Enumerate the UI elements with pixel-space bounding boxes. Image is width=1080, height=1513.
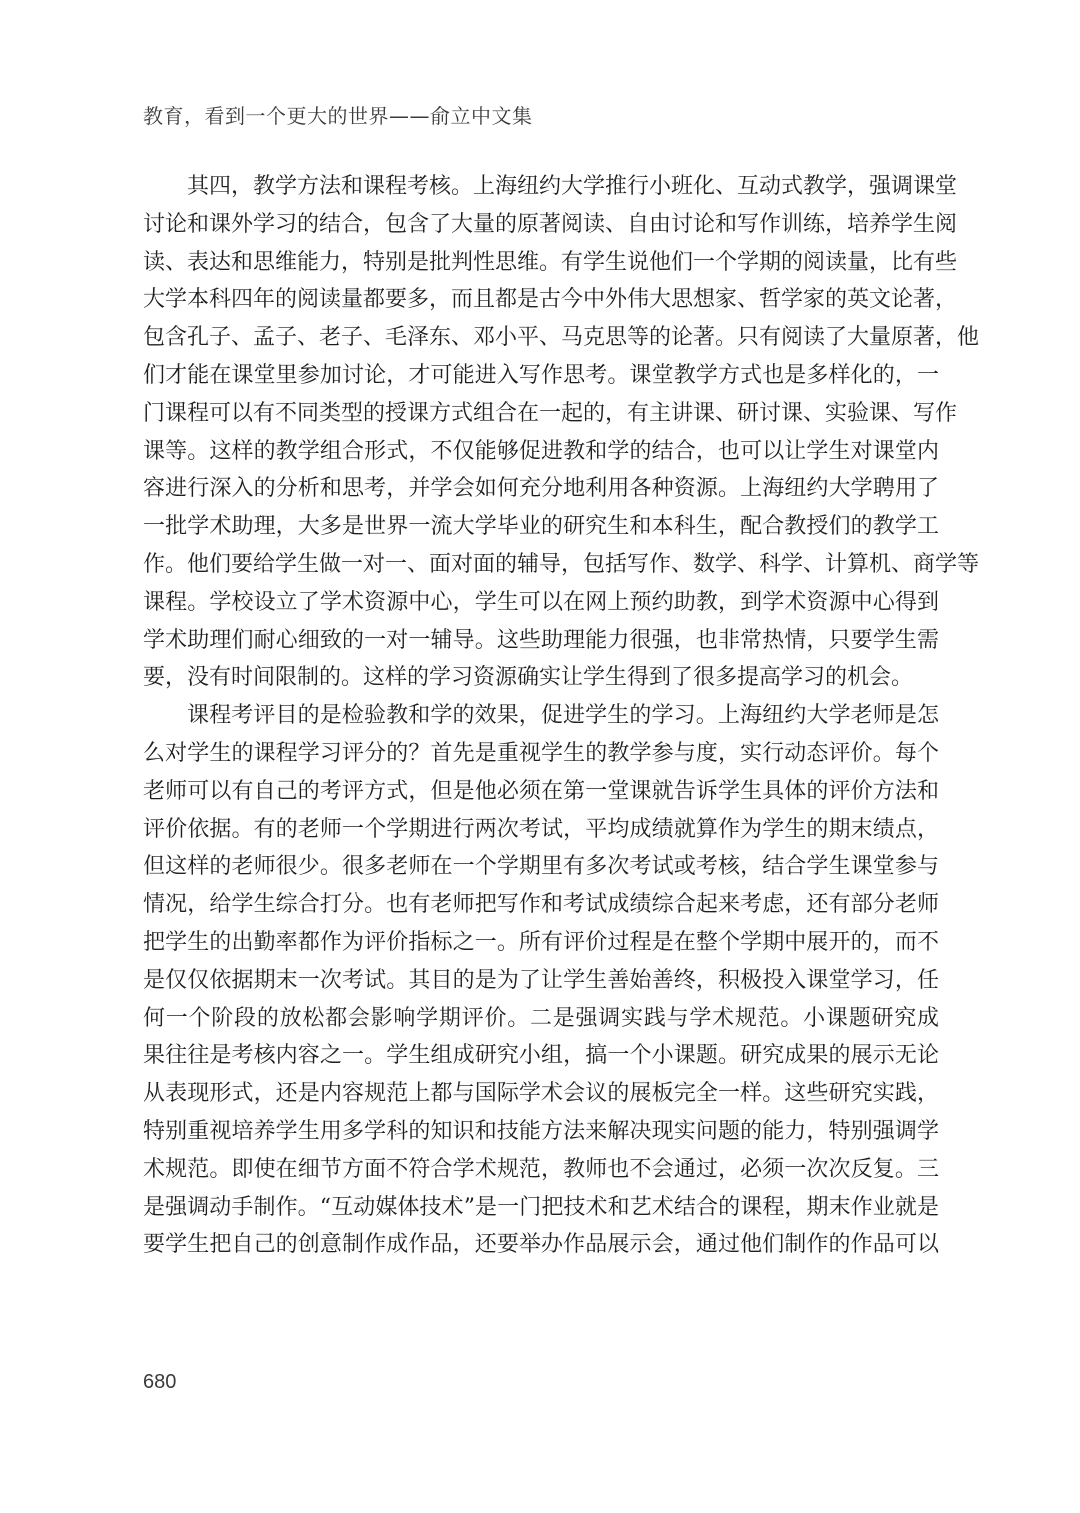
- running-header: 教育，看到一个更大的世界——俞立中文集: [143, 104, 533, 128]
- text-line: 是强调动手制作。“互动媒体技术”是一门把技术和艺术结合的课程，期末作业就是: [143, 1194, 939, 1220]
- text-line: 其四，教学方法和课程考核。上海纽约大学推行小班化、互动式教学，强调课堂: [187, 174, 958, 199]
- text-line: 容进行深入的分析和思考，并学会如何充分地利用各种资源。上海纽约大学聘用了: [143, 476, 939, 502]
- text-line: 包含孔子、孟子、老子、毛泽东、邓小平、马克思等的论著。只有阅读了大量原著，他: [143, 325, 980, 351]
- text-line: 课程。学校设立了学术资源中心，学生可以在网上预约助教，到学术资源中心得到: [143, 589, 939, 615]
- text-line: 老师可以有自己的考评方式，但是他必须在第一堂课就告诉学生具体的评价方法和: [143, 778, 939, 804]
- text-line: 果往往是考核内容之一。学生组成研究小组，搞一个小课题。研究成果的展示无论: [143, 1043, 939, 1069]
- text-line: 评价依据。有的老师一个学期进行两次考试，平均成绩就算作为学生的期末绩点，: [143, 816, 939, 842]
- text-line: 要，没有时间限制的。这样的学习资源确实让学生得到了很多提高学习的机会。: [143, 665, 914, 691]
- text-line: 情况，给学生综合打分。也有老师把写作和考试成绩综合起来考虑，还有部分老师: [143, 892, 939, 918]
- text-line: 作。他们要给学生做一对一、面对面的辅导，包括写作、数学、科学、计算机、商学等: [143, 551, 980, 577]
- text-line: 么对学生的课程学习评分的？首先是重视学生的教学参与度，实行动态评价。每个: [143, 740, 939, 766]
- text-line: 门课程可以有不同类型的授课方式组合在一起的，有主讲课、研讨课、实验课、写作: [143, 400, 958, 426]
- text-line: 从表现形式，还是内容规范上都与国际学术会议的展板完全一样。这些研究实践，: [143, 1081, 939, 1107]
- text-line: 讨论和课外学习的结合，包含了大量的原著阅读、自由讨论和写作训练，培养学生阅: [143, 211, 958, 237]
- text-line: 们才能在课堂里参加讨论，才可能进入写作思考。课堂教学方式也是多样化的，一: [143, 362, 939, 388]
- text-line: 术规范。即使在细节方面不符合学术规范，教师也不会通过，必须一次次反复。三: [143, 1156, 939, 1182]
- text-line: 学术助理们耐心细致的一对一辅导。这些助理能力很强，也非常热情，只要学生需: [143, 627, 939, 653]
- body-text: [143, 168, 980, 1264]
- text-line: 大学本科四年的阅读量都要多，而且都是古今中外伟大思想家、哲学家的英文论著，: [143, 287, 958, 313]
- text-line: 课程考评目的是检验教和学的效果，促进学生的学习。上海纽约大学老师是怎: [187, 703, 939, 729]
- text-line: 是仅仅依据期末一次考试。其目的是为了让学生善始善终，积极投入课堂学习，任: [143, 967, 939, 993]
- text-line: 课等。这样的教学组合形式，不仅能够促进教和学的结合，也可以让学生对课堂内: [143, 438, 939, 464]
- text-line: 何一个阶段的放松都会影响学期评价。二是强调实践与学术规范。小课题研究成: [143, 1005, 939, 1031]
- text-line: 要学生把自己的创意制作成作品，还要举办作品展示会，通过他们制作的作品可以: [143, 1232, 939, 1258]
- page-number: 680: [143, 1371, 177, 1393]
- text-line: 一批学术助理，大多是世界一流大学毕业的研究生和本科生，配合教授们的教学工: [143, 514, 939, 540]
- text-line: 把学生的出勤率都作为评价指标之一。所有评价过程是在整个学期中展开的，而不: [143, 929, 939, 955]
- text-line: 但这样的老师很少。很多老师在一个学期里有多次考试或考核，结合学生课堂参与: [143, 854, 939, 880]
- text-line: 读、表达和思维能力，特别是批判性思维。有学生说他们一个学期的阅读量，比有些: [143, 249, 958, 275]
- text-line: 特别重视培养学生用多学科的知识和技能方法来解决现实问题的能力，特别强调学: [143, 1118, 939, 1144]
